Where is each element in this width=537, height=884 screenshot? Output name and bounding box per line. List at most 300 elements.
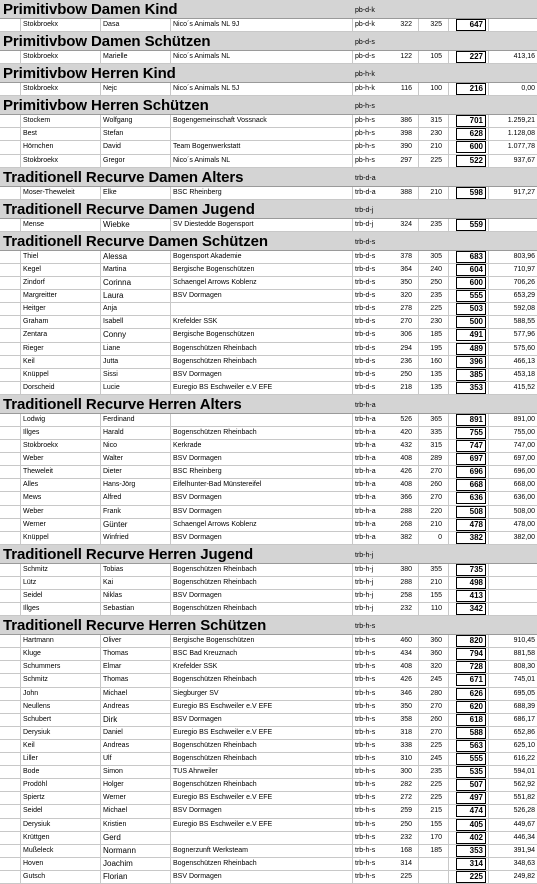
class-code: trb-d-s	[355, 305, 376, 313]
column-divider	[418, 440, 419, 452]
column-divider	[352, 740, 353, 752]
class-code: trb-h-a	[355, 507, 376, 515]
score-round-2: 160	[430, 357, 442, 365]
table-row	[0, 83, 537, 96]
column-divider	[20, 187, 21, 199]
table-row	[0, 453, 537, 466]
class-code: trb-h-a	[355, 494, 376, 502]
column-divider	[352, 382, 353, 394]
rating-value: 551,82	[513, 794, 535, 802]
first-name: Wiebke	[103, 219, 130, 229]
column-divider	[352, 115, 353, 127]
column-divider	[170, 532, 171, 544]
score-round-2: 235	[430, 220, 442, 228]
score-round-2: 245	[430, 755, 442, 763]
table-row	[0, 466, 537, 479]
score-round-2: 260	[430, 481, 442, 489]
column-divider	[448, 440, 449, 452]
rating-value: 391,94	[513, 846, 535, 854]
column-divider	[170, 590, 171, 602]
column-divider	[170, 832, 171, 844]
column-divider	[100, 264, 101, 276]
score-round-2: 260	[430, 715, 442, 723]
column-divider	[170, 141, 171, 153]
column-divider	[488, 155, 489, 167]
score-round-1: 324	[400, 220, 412, 228]
first-name: Sebastian	[103, 605, 135, 613]
table-row	[0, 290, 537, 303]
rating-value: 575,60	[513, 344, 535, 352]
score-round-2: 230	[430, 318, 442, 326]
column-divider	[488, 128, 489, 140]
total-score: 563	[456, 740, 486, 752]
table-row	[0, 329, 537, 342]
club: Euregio BS Eschweiler e.V EFE	[173, 383, 273, 391]
score-round-2: 105	[430, 53, 442, 61]
first-name: Stefan	[103, 130, 124, 138]
column-divider	[170, 779, 171, 791]
score-round-1: 288	[400, 507, 412, 515]
column-divider	[448, 479, 449, 491]
last-name: Thiel	[23, 252, 39, 260]
score-round-1: 434	[400, 650, 412, 658]
score-round-2: 225	[430, 741, 442, 749]
column-divider	[100, 603, 101, 615]
column-divider	[170, 83, 171, 95]
first-name: Elmar	[103, 663, 122, 671]
club: Euregio BS Eschweiler e.V EFE	[173, 702, 273, 710]
rating-value: 696,00	[513, 468, 535, 476]
column-divider	[488, 674, 489, 686]
score-round-1: 297	[400, 156, 412, 164]
column-divider	[352, 701, 353, 713]
column-divider	[352, 141, 353, 153]
column-divider	[352, 805, 353, 817]
score-round-2: 225	[430, 156, 442, 164]
column-divider	[20, 714, 21, 726]
column-divider	[488, 590, 489, 602]
table-row	[0, 343, 537, 356]
column-divider	[100, 832, 101, 844]
class-code: trb-d-s	[355, 279, 376, 287]
column-divider	[352, 251, 353, 263]
first-name: Joachim	[103, 858, 133, 868]
column-divider	[352, 128, 353, 140]
total-score: 225	[456, 871, 486, 883]
column-divider	[448, 819, 449, 831]
column-divider	[20, 303, 21, 315]
rating-value: 910,45	[513, 637, 535, 645]
first-name: Wolfgang	[103, 117, 133, 125]
class-code: trb-h-a	[355, 442, 376, 450]
first-name: Nejc	[103, 85, 118, 93]
column-divider	[352, 661, 353, 673]
column-divider	[418, 779, 419, 791]
score-round-1: 294	[400, 344, 412, 352]
first-name: Tobias	[103, 565, 124, 573]
column-divider	[352, 356, 353, 368]
total-score: 747	[456, 440, 486, 452]
column-divider	[448, 19, 449, 31]
table-row	[0, 805, 537, 818]
class-code: trb-h-s	[355, 702, 376, 710]
total-score: 342	[456, 603, 486, 615]
score-round-2: 245	[430, 676, 442, 684]
column-divider	[418, 219, 419, 231]
column-divider	[418, 128, 419, 140]
column-divider	[448, 792, 449, 804]
column-divider	[20, 264, 21, 276]
column-divider	[100, 187, 101, 199]
table-row	[0, 155, 537, 168]
column-divider	[170, 727, 171, 739]
score-round-2: 135	[430, 370, 442, 378]
column-divider	[448, 453, 449, 465]
total-score: 353	[456, 845, 486, 857]
column-divider	[170, 661, 171, 673]
column-divider	[20, 356, 21, 368]
column-divider	[100, 661, 101, 673]
club: Nico´s Animals NL	[173, 156, 231, 164]
section-header	[0, 232, 537, 251]
class-code: trb-d-s	[355, 265, 376, 273]
column-divider	[448, 805, 449, 817]
score-round-2: 210	[430, 520, 442, 528]
column-divider	[20, 369, 21, 381]
column-divider	[448, 466, 449, 478]
column-divider	[100, 155, 101, 167]
rating-value: 577,96	[513, 331, 535, 339]
column-divider	[418, 251, 419, 263]
rating-value: 466,13	[513, 357, 535, 365]
score-round-1: 168	[400, 846, 412, 854]
section-header	[0, 64, 537, 83]
column-divider	[418, 564, 419, 576]
class-code: trb-h-s	[355, 872, 376, 880]
last-name: Spiertz	[23, 794, 45, 802]
club: BSV Dormagen	[173, 292, 222, 300]
rating-value: 592,08	[513, 305, 535, 313]
table-row	[0, 753, 537, 766]
class-code: trb-h-s	[355, 689, 376, 697]
column-divider	[418, 303, 419, 315]
score-round-1: 232	[400, 833, 412, 841]
column-divider	[100, 440, 101, 452]
score-round-1: 350	[400, 279, 412, 287]
column-divider	[170, 128, 171, 140]
column-divider	[418, 466, 419, 478]
column-divider	[352, 453, 353, 465]
column-divider	[418, 832, 419, 844]
column-divider	[448, 753, 449, 765]
first-name: Holger	[103, 781, 124, 789]
rating-value: 1.128,08	[507, 130, 535, 138]
score-round-1: 236	[400, 357, 412, 365]
rating-value: 917,27	[513, 188, 535, 196]
score-round-1: 314	[400, 859, 412, 867]
class-code: trb-d-s	[355, 318, 376, 326]
column-divider	[170, 479, 171, 491]
column-divider	[488, 303, 489, 315]
column-divider	[352, 290, 353, 302]
first-name: Michael	[103, 807, 128, 815]
column-divider	[448, 845, 449, 857]
column-divider	[100, 316, 101, 328]
column-divider	[100, 466, 101, 478]
column-divider	[170, 564, 171, 576]
column-divider	[100, 128, 101, 140]
class-code: trb-d-s	[355, 370, 376, 378]
column-divider	[20, 858, 21, 870]
club: BSV Dormagen	[173, 872, 222, 880]
rating-value: 478,00	[513, 520, 535, 528]
class-code: trb-h-s	[355, 833, 376, 841]
column-divider	[20, 329, 21, 341]
class-code: pb-h-s	[355, 156, 375, 164]
club: Bogenschützen Rheinbach	[173, 605, 257, 613]
column-divider	[418, 19, 419, 31]
section-code: trb-d-a	[355, 174, 376, 182]
column-divider	[352, 648, 353, 660]
column-divider	[352, 819, 353, 831]
column-divider	[100, 506, 101, 518]
column-divider	[100, 819, 101, 831]
total-score: 701	[456, 115, 486, 127]
column-divider	[418, 369, 419, 381]
total-score: 696	[456, 466, 486, 478]
column-divider	[170, 714, 171, 726]
table-row	[0, 577, 537, 590]
column-divider	[20, 577, 21, 589]
club: Euregio BS Eschweiler e.V EFE	[173, 794, 273, 802]
club: TUS Ahrweiler	[173, 768, 218, 776]
club: Bognerzunft Werksteam	[173, 846, 248, 854]
column-divider	[488, 714, 489, 726]
column-divider	[488, 603, 489, 615]
column-divider	[170, 369, 171, 381]
total-score: 891	[456, 414, 486, 426]
first-name: Michael	[103, 689, 128, 697]
column-divider	[170, 187, 171, 199]
total-score: 647	[456, 19, 486, 31]
section-header	[0, 545, 537, 564]
rating-value: 1.077,78	[507, 143, 535, 151]
rating-value: 382,00	[513, 533, 535, 541]
column-divider	[488, 532, 489, 544]
rating-value: 594,01	[513, 768, 535, 776]
class-code: trb-h-j	[355, 605, 374, 613]
column-divider	[448, 427, 449, 439]
first-name: Gregor	[103, 156, 125, 164]
last-name: Heitger	[23, 305, 46, 313]
class-code: trb-h-a	[355, 533, 376, 541]
score-round-1: 310	[400, 755, 412, 763]
first-name: Günter	[103, 519, 128, 529]
column-divider	[352, 688, 353, 700]
first-name: Simon	[103, 768, 123, 776]
column-divider	[352, 603, 353, 615]
column-divider	[170, 792, 171, 804]
class-code: trb-h-s	[355, 650, 376, 658]
total-score: 314	[456, 858, 486, 870]
column-divider	[418, 83, 419, 95]
column-divider	[100, 51, 101, 63]
club: Schaengel Arrows Koblenz	[173, 279, 257, 287]
column-divider	[418, 519, 419, 531]
club: BSV Dormagen	[173, 494, 222, 502]
column-divider	[448, 492, 449, 504]
score-round-2: 155	[430, 820, 442, 828]
column-divider	[170, 277, 171, 289]
rating-value: 562,92	[513, 781, 535, 789]
column-divider	[170, 635, 171, 647]
column-divider	[448, 277, 449, 289]
club: Bogenschützen Rheinbach	[173, 781, 257, 789]
column-divider	[352, 858, 353, 870]
column-divider	[20, 382, 21, 394]
score-round-2: 195	[430, 344, 442, 352]
score-round-1: 270	[400, 318, 412, 326]
rating-value: 881,58	[513, 650, 535, 658]
score-round-2: 355	[430, 565, 442, 573]
first-name: Frank	[103, 507, 121, 515]
score-round-1: 122	[400, 53, 412, 61]
table-row	[0, 648, 537, 661]
column-divider	[488, 519, 489, 531]
rating-value: 0,00	[521, 85, 535, 93]
last-name: Lodwig	[23, 415, 46, 423]
last-name: Best	[23, 130, 38, 138]
rating-value: 710,97	[513, 265, 535, 273]
score-round-1: 278	[400, 305, 412, 313]
score-round-1: 250	[400, 820, 412, 828]
column-divider	[20, 766, 21, 778]
first-name: Normann	[103, 845, 136, 855]
column-divider	[352, 519, 353, 531]
column-divider	[100, 369, 101, 381]
column-divider	[170, 19, 171, 31]
column-divider	[488, 871, 489, 883]
rating-value: 449,67	[513, 820, 535, 828]
total-score: 626	[456, 688, 486, 700]
score-round-1: 432	[400, 442, 412, 450]
column-divider	[20, 564, 21, 576]
club: BSV Dormagen	[173, 507, 222, 515]
club: Bergische Bogenschützen	[173, 331, 255, 339]
column-divider	[418, 155, 419, 167]
score-round-1: 460	[400, 637, 412, 645]
score-round-2: 110	[430, 605, 442, 613]
score-round-2: 155	[430, 592, 442, 599]
total-score: 620	[456, 701, 486, 713]
last-name: Bode	[23, 768, 40, 776]
class-code: trb-h-s	[355, 676, 376, 684]
table-row	[0, 51, 537, 64]
total-score: 478	[456, 519, 486, 531]
column-divider	[100, 766, 101, 778]
last-name: Knüppel	[23, 370, 49, 378]
first-name: Lucie	[103, 383, 120, 391]
class-code: pb-d-s	[355, 53, 375, 61]
rating-value: 508,00	[513, 507, 535, 515]
first-name: Liane	[103, 344, 121, 352]
score-round-1: 288	[400, 578, 412, 586]
section-header	[0, 96, 537, 115]
club: Bogensport Akademie	[173, 252, 242, 260]
rating-value: 652,86	[513, 728, 535, 736]
total-score: 820	[456, 635, 486, 647]
last-name: Theweleit	[23, 468, 53, 476]
last-name: Hörnchen	[23, 143, 54, 151]
last-name: Derysiuk	[23, 820, 51, 828]
score-round-2: 360	[430, 650, 442, 658]
column-divider	[418, 316, 419, 328]
column-divider	[352, 766, 353, 778]
last-name: Margreitter	[23, 292, 57, 300]
class-code: trb-h-a	[355, 455, 376, 463]
section-code: trb-h-a	[355, 401, 376, 409]
column-divider	[20, 466, 21, 478]
column-divider	[352, 316, 353, 328]
total-score: 507	[456, 779, 486, 791]
total-score: 535	[456, 766, 486, 778]
column-divider	[448, 219, 449, 231]
table-row	[0, 427, 537, 440]
column-divider	[20, 128, 21, 140]
column-divider	[100, 382, 101, 394]
column-divider	[20, 635, 21, 647]
first-name: Marielle	[103, 53, 128, 61]
column-divider	[170, 819, 171, 831]
section-title: Traditionell Recurve Damen Schützen	[3, 232, 268, 250]
column-divider	[352, 506, 353, 518]
column-divider	[488, 506, 489, 518]
column-divider	[418, 688, 419, 700]
class-code: trb-h-j	[355, 578, 374, 586]
score-round-1: 338	[400, 741, 412, 749]
table-row	[0, 727, 537, 740]
class-code: trb-h-j	[355, 592, 374, 599]
column-divider	[100, 453, 101, 465]
column-divider	[170, 871, 171, 883]
column-divider	[418, 590, 419, 602]
column-divider	[170, 251, 171, 263]
last-name: Zindorf	[23, 279, 45, 287]
last-name: Keil	[23, 357, 35, 365]
column-divider	[20, 155, 21, 167]
score-round-1: 116	[400, 85, 412, 93]
section-code: pb-h-s	[355, 103, 375, 111]
column-divider	[100, 740, 101, 752]
last-name: Stokbroekx	[23, 21, 59, 28]
club: BSC Rheinberg	[173, 188, 222, 196]
first-name: Sissi	[103, 370, 118, 378]
class-code: trb-h-s	[355, 859, 376, 867]
column-divider	[418, 871, 419, 883]
column-divider	[448, 329, 449, 341]
column-divider	[20, 51, 21, 63]
first-name: Harald	[103, 428, 124, 436]
total-score: 555	[456, 753, 486, 765]
table-row	[0, 701, 537, 714]
total-score: 489	[456, 343, 486, 355]
score-round-1: 408	[400, 481, 412, 489]
score-round-2: 320	[430, 663, 442, 671]
column-divider	[488, 316, 489, 328]
class-code: pb-h-s	[355, 130, 375, 138]
column-divider	[488, 453, 489, 465]
class-code: trb-h-s	[355, 755, 376, 763]
